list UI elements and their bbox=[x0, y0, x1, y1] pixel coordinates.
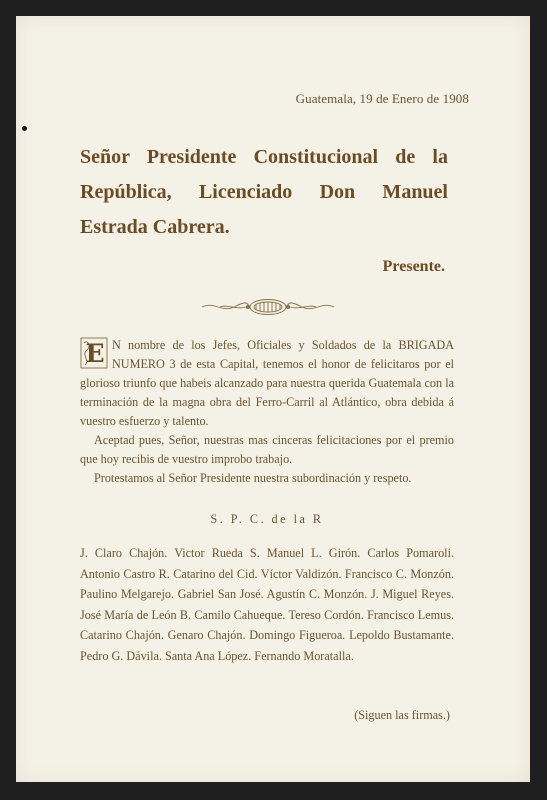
paragraph-3-text: Protestamos al Señor Presidente nuestra subordinación y respeto. bbox=[94, 471, 412, 485]
initial-letter: E bbox=[85, 339, 105, 368]
closing-abbreviation: S. P. C. de la R bbox=[210, 512, 324, 526]
paragraph-1-text: N nombre de los Jefes, Oficiales y Soldados de la BRIGADA NUMERO 3 de esta Capital, tenemos el honor de felicitaros por el glorioso triunfo que habeis alcanzado para nuestra querida Guatemala con la terminación de la magna obra del Ferro-Carril al Atlántico, obra debida á vuestro esfuerzo y talento. bbox=[80, 338, 454, 428]
addressee-heading: Señor Presidente Constitucional de la República, Licenciado Don Manuel Estrada Cabrera. bbox=[80, 146, 448, 238]
dateline: Guatemala, 19 de Enero de 1908 bbox=[295, 91, 469, 106]
continuation-note: (Siguen las firmas.) bbox=[354, 708, 450, 722]
decorative-initial-icon bbox=[80, 337, 108, 369]
signatories-list: J. Claro Chajón. Victor Rueda S. Manuel L. Girón. Carlos Pomaroli. Antonio Castro R. Catarino del Cid. Víctor Valdizón. Francisco C. Monzón. Paulino Melgarejo. Gabriel San José. Agustín C. Monzón. J. Miguel Reyes. José María de León B. Camilo Cahueque. Tereso Cordón. Francisco Lemus. Catarino Chajón. Genaro Chajón. Domingo Figueroa. Lepoldo Bustamante. Pedro G. Dávila. Santa Ana López. Fernando Moratalla. bbox=[80, 546, 454, 663]
paragraph-2-text: Aceptad pues, Señor, nuestras mas cinceras felicitaciones por el premio que hoy recibis de vuestro improbo trabajo. bbox=[80, 433, 454, 466]
salutation: Presente. bbox=[382, 258, 445, 275]
paragraph-first bbox=[80, 336, 454, 431]
letter-body bbox=[80, 336, 454, 488]
punch-hole-dot bbox=[22, 126, 27, 131]
ornament-divider-icon bbox=[200, 296, 336, 318]
